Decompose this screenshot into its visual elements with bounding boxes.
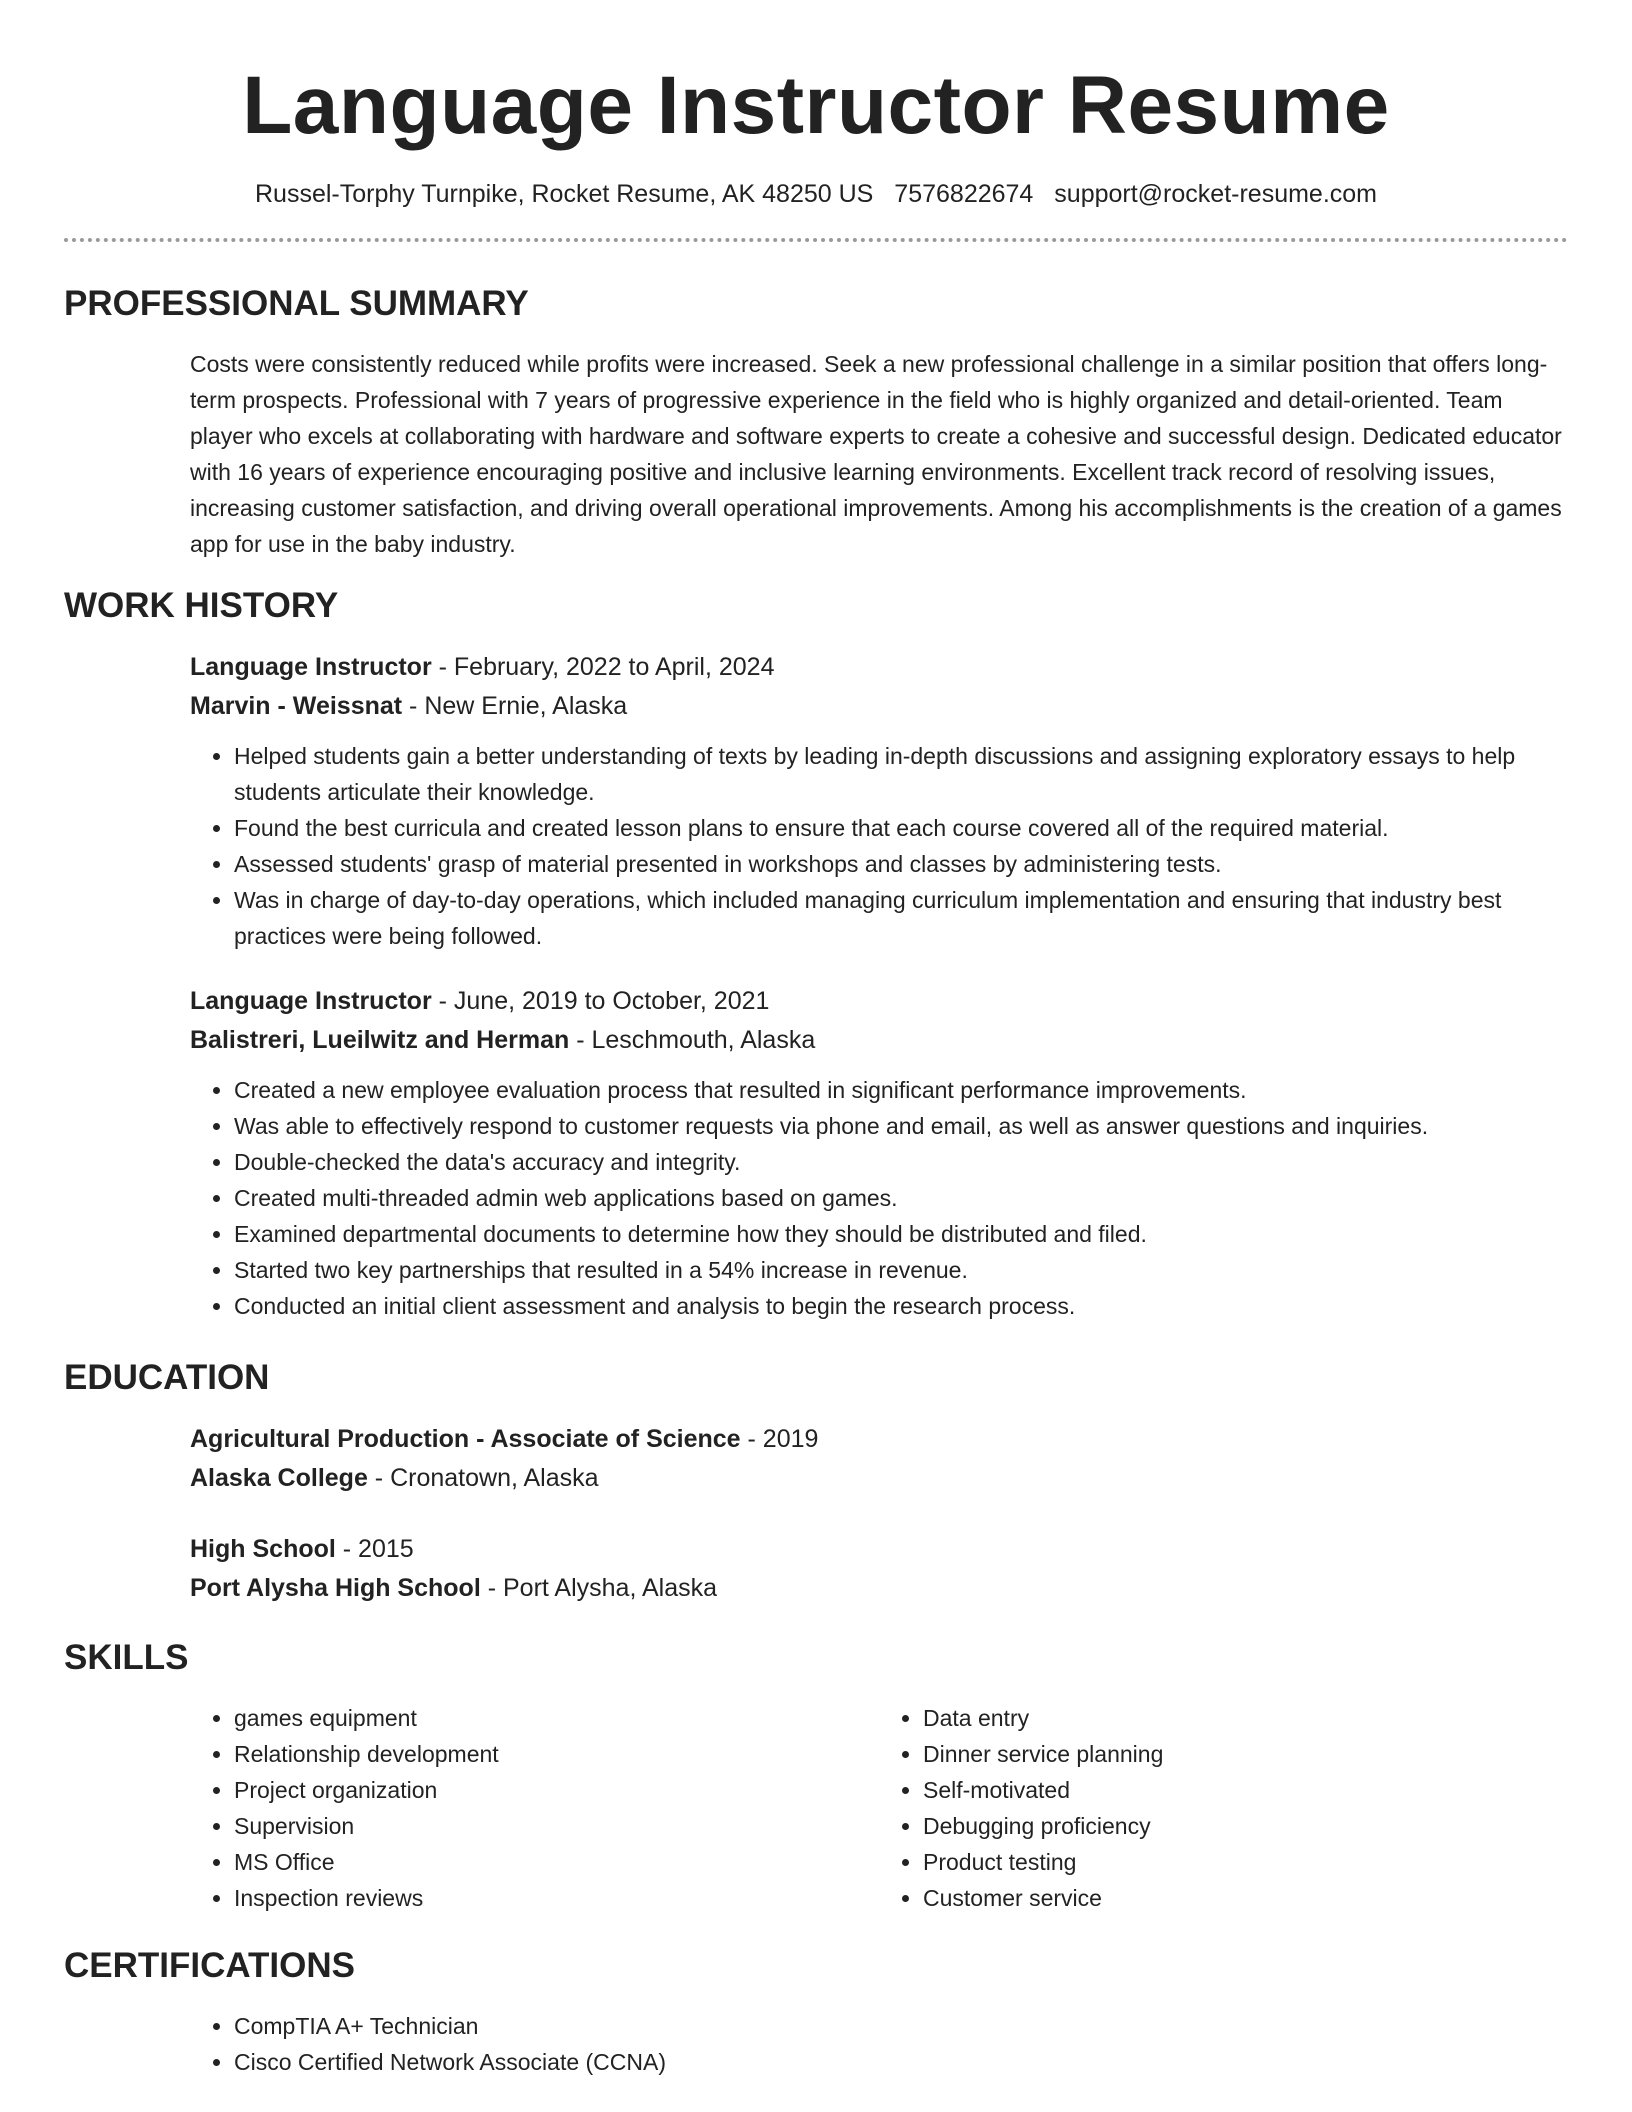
- list-item: • MS Office: [234, 1844, 879, 1880]
- school-location: - Cronatown, Alaska: [367, 1464, 599, 1492]
- skills-list-right: [879, 1700, 1568, 1916]
- school: Port Alysha High School: [190, 1574, 481, 1602]
- job-bullets: [190, 1072, 1568, 1324]
- list-item: • Self-motivated: [923, 1772, 1568, 1808]
- degree: Agricultural Production - Associate of Science: [190, 1425, 741, 1453]
- job-company-line: [190, 687, 1568, 726]
- summary-text: Costs were consistently reduced while profits were increased. Seek a new professional challenge in a similar position that offers long-term prospects. Professional with 7 years of progressive experience in the field who is highly organized and detail-oriented. Team player who excels at collaborating with hardware and software experts to create a cohesive and successful design. Dedicated educator with 16 years of experience encouraging positive and inclusive learning environments. Excellent track record of resolving issues, increasing customer satisfaction, and driving overall operational improvements. Among his accomplishments is the creation of a games app for use in the baby industry.: [190, 351, 1562, 557]
- school-line: [190, 1569, 1568, 1608]
- list-item: • Cisco Certified Network Associate (CCNA): [234, 2044, 1568, 2080]
- degree-line: [190, 1420, 1568, 1459]
- list-item: • Was in charge of day-to-day operations, which included managing curriculum implementation and ensuring that industry best practices were being followed.: [234, 882, 1568, 954]
- education-entry: [190, 1530, 1568, 1608]
- list-item: • Project organization: [234, 1772, 879, 1808]
- degree-year: - 2015: [335, 1535, 414, 1563]
- school-location: - Port Alysha, Alaska: [480, 1574, 717, 1602]
- list-item: • Created multi-threaded admin web applications based on games.: [234, 1180, 1568, 1216]
- job-dates: - February, 2022 to April, 2024: [431, 653, 775, 681]
- degree-line: [190, 1530, 1568, 1569]
- page-title: Language Instructor Resume: [242, 60, 1390, 151]
- certifications-heading: CERTIFICATIONS: [64, 1946, 356, 1985]
- degree: High School: [190, 1535, 336, 1563]
- certifications-list: [190, 2008, 1568, 2080]
- list-item: • Assessed students' grasp of material presented in workshops and classes by administering tests.: [234, 846, 1568, 882]
- list-item: • Started two key partnerships that resulted in a 54% increase in revenue.: [234, 1252, 1568, 1288]
- list-item: • Was able to effectively respond to customer requests via phone and email, as well as answer questions and inquiries.: [234, 1108, 1568, 1144]
- list-item: • Found the best curricula and created lesson plans to ensure that each course covered all of the required material.: [234, 810, 1568, 846]
- list-item: • Dinner service planning: [923, 1736, 1568, 1772]
- job-location: - Leschmouth, Alaska: [569, 1026, 816, 1054]
- education-entry: [190, 1420, 1568, 1498]
- job-title-line: [190, 982, 1568, 1021]
- job-location: - New Ernie, Alaska: [402, 692, 628, 720]
- skills-section: [190, 1700, 1568, 1916]
- list-item: • Examined departmental documents to determine how they should be distributed and filed.: [234, 1216, 1568, 1252]
- job-title-line: [190, 648, 1568, 687]
- summary-heading: PROFESSIONAL SUMMARY: [64, 284, 529, 323]
- header-divider: [64, 238, 1568, 242]
- list-item: • Double-checked the data's accuracy and integrity.: [234, 1144, 1568, 1180]
- work-history-section: [190, 648, 1568, 1324]
- school-line: [190, 1459, 1568, 1498]
- list-item: • CompTIA A+ Technician: [234, 2008, 1568, 2044]
- skills-list-left: [190, 1700, 879, 1916]
- list-item: • Data entry: [923, 1700, 1568, 1736]
- list-item: • Inspection reviews: [234, 1880, 879, 1916]
- resume-page: [64, 0, 1568, 2080]
- list-item: • Supervision: [234, 1808, 879, 1844]
- degree-year: - 2019: [740, 1425, 819, 1453]
- list-item: • Created a new employee evaluation process that resulted in significant performance improvements.: [234, 1072, 1568, 1108]
- list-item: • Relationship development: [234, 1736, 879, 1772]
- job-bullets: [190, 738, 1568, 954]
- job-company: Balistreri, Lueilwitz and Herman: [190, 1026, 570, 1054]
- school: Alaska College: [190, 1464, 368, 1492]
- list-item: • Debugging proficiency: [923, 1808, 1568, 1844]
- contact-phone: 7576822674: [894, 180, 1034, 208]
- education-heading: EDUCATION: [64, 1358, 270, 1397]
- job-company-line: [190, 1021, 1568, 1060]
- job-title: Language Instructor: [190, 653, 432, 681]
- list-item: • Product testing: [923, 1844, 1568, 1880]
- job-dates: - June, 2019 to October, 2021: [431, 987, 770, 1015]
- work-history-heading: WORK HISTORY: [64, 586, 339, 625]
- list-item: • Helped students gain a better understanding of texts by leading in-depth discussions and assigning exploratory essays to help students articulate their knowledge.: [234, 738, 1568, 810]
- certifications-section: [190, 2008, 1568, 2080]
- contact-email: support@rocket-resume.com: [1054, 180, 1378, 208]
- job-title: Language Instructor: [190, 987, 432, 1015]
- job-entry: [190, 982, 1568, 1324]
- skills-heading: SKILLS: [64, 1638, 189, 1677]
- job-company: Marvin - Weissnat: [190, 692, 403, 720]
- contact-address: Russel-Torphy Turnpike, Rocket Resume, AK 48250 US: [254, 180, 874, 208]
- list-item: • Customer service: [923, 1880, 1568, 1916]
- contact-line: [64, 178, 1568, 210]
- summary-section: [190, 346, 1568, 562]
- list-item: • Conducted an initial client assessment and analysis to begin the research process.: [234, 1288, 1568, 1324]
- list-item: • games equipment: [234, 1700, 879, 1736]
- job-entry: [190, 648, 1568, 954]
- education-section: [190, 1420, 1568, 1608]
